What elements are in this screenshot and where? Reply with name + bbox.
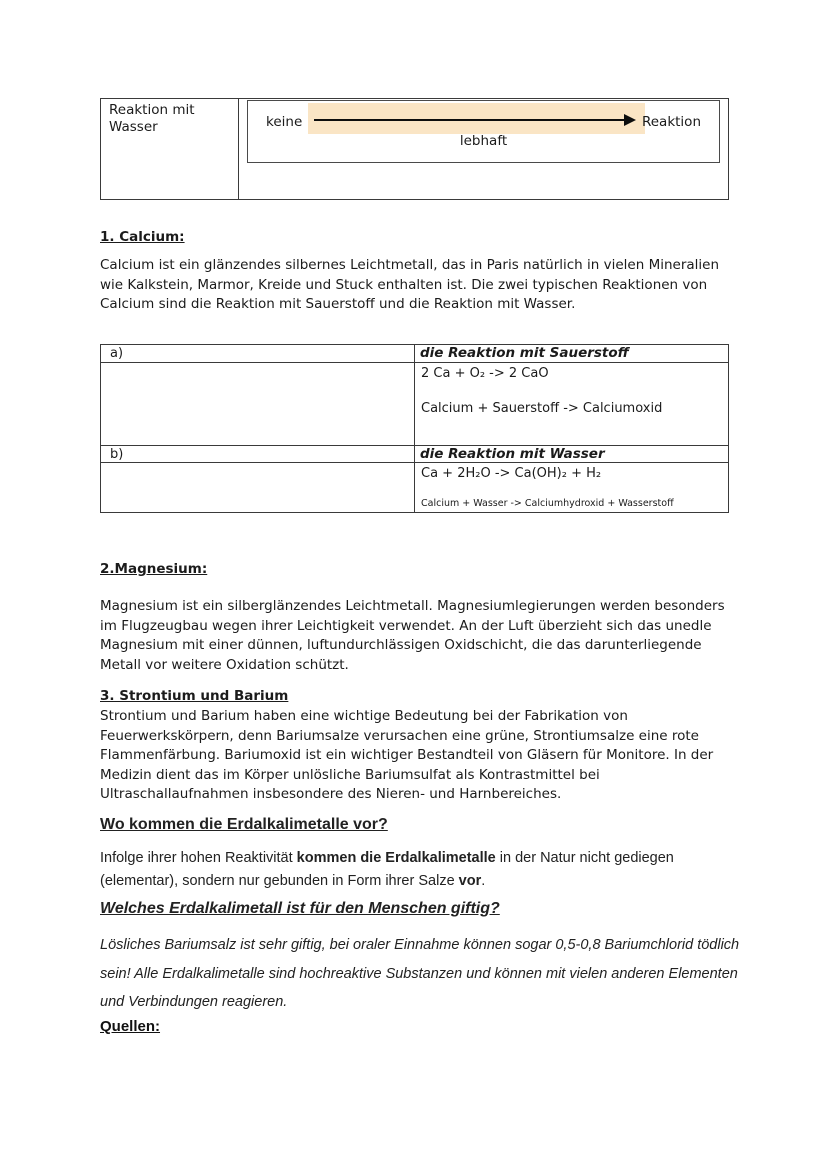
- magnesium-heading: 2.Magnesium:: [100, 561, 208, 577]
- oxygen-reaction-equation: 2 Ca + O₂ -> 2 CaO: [421, 366, 549, 381]
- table-row-a-title: die Reaktion mit Sauerstoff: [415, 345, 728, 363]
- table-row-a-equations-cell: [415, 363, 728, 446]
- scale-label-keine: keine: [266, 114, 303, 130]
- table-row-b-empty-cell: [101, 463, 415, 512]
- table-row-b-label: b): [101, 446, 415, 463]
- strontium-barium-paragraph: Strontium und Barium haben eine wichtige Bedeutung bei der Fabrikation von Feuerwerkskörpern, denn Bariumsalze verursachen eine grüne, Strontiumsalze eine rote Flammenfärbung. Bariumoxid ist ein wichtiger Bestandteil von Gläsern für Monitore. In der Medizin dient das im Körper unlösliche Bariumsulfat als Kontrastmittel bei Ultraschallaufnahmen insbesondere des Nieren- und Harnbereiches.: [100, 708, 714, 802]
- table-row-b-title: die Reaktion mit Wasser: [415, 446, 728, 463]
- strontium-barium-heading: 3. Strontium und Barium: [100, 688, 289, 704]
- calcium-heading: 1. Calcium:: [100, 229, 185, 245]
- toxicity-heading: Welches Erdalkalimetall ist für den Menschen giftig?: [100, 900, 500, 917]
- arrow-shaft: [314, 119, 626, 121]
- sources-heading: Quellen:: [100, 1018, 161, 1035]
- water-reaction-word-equation: Calcium + Wasser -> Calciumhydroxid + Wasserstoff: [421, 498, 674, 509]
- occurrence-heading: Wo kommen die Erdalkalimetalle vor?: [100, 816, 388, 833]
- calcium-paragraph: Calcium ist ein glänzendes silbernes Leichtmetall, das in Paris natürlich in vielen Mineralien wie Kalkstein, Marmor, Kreide und Stuck enthalten ist. Die zwei typischen Reaktionen von Calcium sind die Reaktion mit Sauerstoff und die Reaktion mit Wasser.: [100, 257, 720, 312]
- occurrence-paragraph: Infolge ihrer hohen Reaktivität kommen die Erdalkalimetalle in der Natur nicht gediegen (elementar), sondern nur gebunden in Form ihrer Salze vor.: [100, 850, 674, 889]
- water-reaction-equation: Ca + 2H₂O -> Ca(OH)₂ + H₂: [421, 466, 602, 481]
- table-row-a-empty-cell: [101, 363, 415, 446]
- scale-label-reaktion: Reaktion: [641, 114, 701, 130]
- scale-label-lebhaft: lebhaft: [459, 133, 508, 149]
- calcium-reactions-table: [100, 344, 729, 513]
- table-row-b-equations-cell: [415, 463, 728, 512]
- water-reaction-table: [100, 98, 729, 200]
- magnesium-paragraph: Magnesium ist ein silberglänzendes Leichtmetall. Magnesiumlegierungen werden besonders im Flugzeugbau wegen ihrer Leichtigkeit verwendet. An der Luft überzieht sich das unedle Magnesium mit einer dünnen, luftundurchlässigen Oxidschicht, die das darunterliegende Metall vor weitere Oxidation schützt.: [100, 598, 725, 673]
- arrow-right-icon: [624, 114, 636, 126]
- reactivity-scale-box: [247, 100, 720, 163]
- table-row-a-label: a): [101, 345, 415, 363]
- oxygen-reaction-word-equation: Calcium + Sauerstoff -> Calciumoxid: [421, 401, 663, 416]
- water-reaction-scale-cell: [239, 99, 728, 199]
- water-reaction-row-label: Reaktion mit Wasser: [101, 99, 239, 199]
- toxicity-paragraph: Lösliches Bariumsalz ist sehr giftig, bei oraler Einnahme können sogar 0,5-0,8 Bariumchlorid tödlich sein! Alle Erdalkalimetalle sind hochreaktive Substanzen und können mit vielen anderen Elementen und Verbindungen reagieren.: [100, 937, 740, 1010]
